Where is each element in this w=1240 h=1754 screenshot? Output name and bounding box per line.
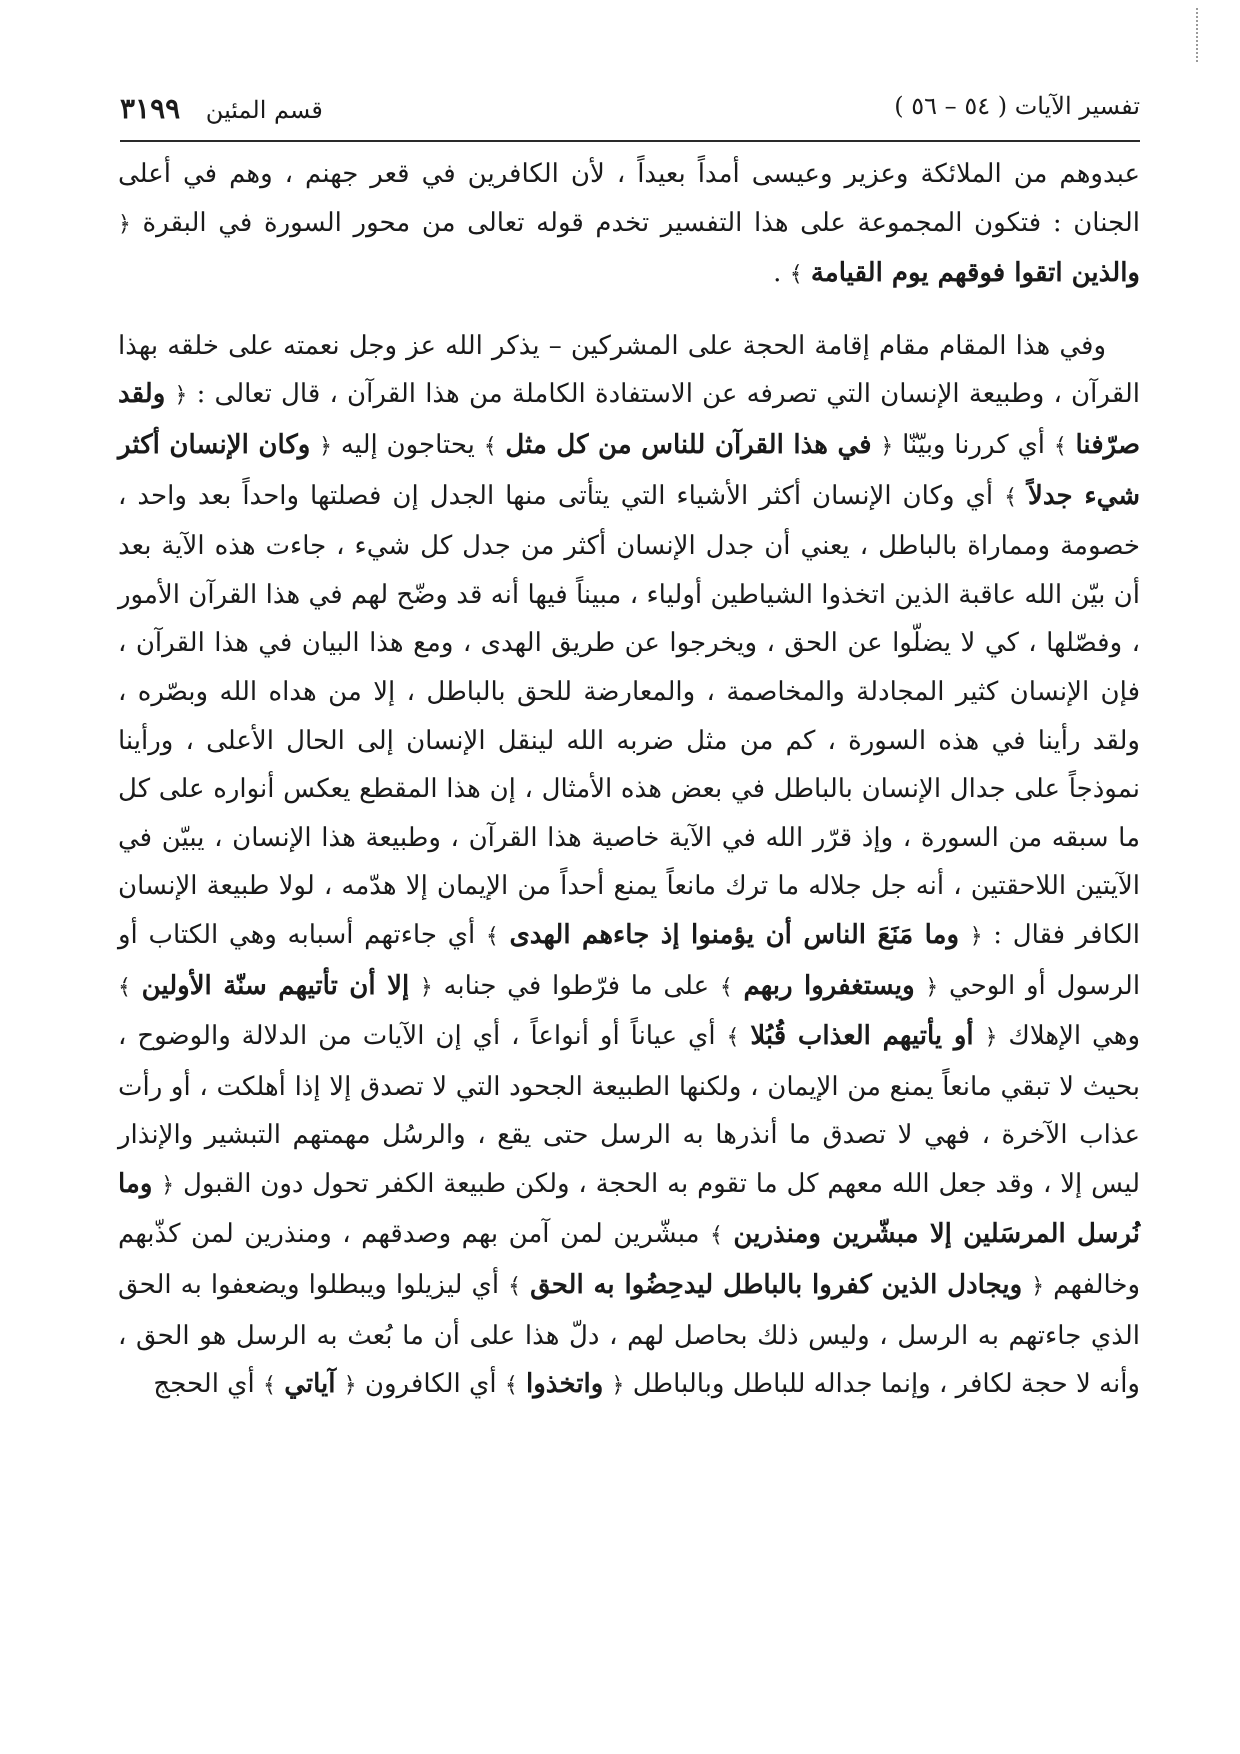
- quran-quote: ويستغفروا ربهم: [743, 970, 915, 1001]
- body-text: [118, 150, 1140, 1411]
- quran-open-bracket: ﴿: [319, 433, 333, 459]
- quran-open-bracket: ﴿: [984, 1025, 998, 1051]
- quran-close-bracket: ﴾: [263, 1373, 276, 1399]
- quran-open-bracket: ﴿: [174, 383, 188, 409]
- quran-close-bracket: ﴾: [485, 923, 499, 949]
- header-rule: [120, 140, 1140, 142]
- quran-close-bracket: ﴾: [1004, 484, 1017, 510]
- text-run: أي وكان الإنسان أكثر الأشياء التي يتأتى منها الجدل إن فصلتها واحداً بعد واحد ، خصومة ومماراة بالباطل ، يعني أن جدل الإنسان أكثر من جدل كل شيء ، جاءت هذه الآية بعد أن بيّن الله عاقبة الذين اتخذوا الشياطين أولياء ، مبيناً فيها أنه قد وضّح لهم في هذا القرآن الأمور ، وفصّلها ، كي لا يضلّوا عن الحق ، ويخرجوا عن طريق الهدى ، ومع هذا البيان في هذا القرآن ، فإن الإنسان كثير المجادلة والمخاصمة ، والمعارضة للحق بالباطل ، إلا من هداه الله وبصّره ، ولقد رأينا في هذه السورة ، كم من مثل ضربه الله لينقل الإنسان إلى الحال الأعلى ، ورأينا نموذجاً على جدال الإنسان بالباطل في بعض هذه الأمثال ، إن هذا المقطع يعكس أنواره على كل ما سبقه من السورة ، وإذ قرّر الله في الآية خاصية هذا القرآن ، وطبيعة هذا الإنسان ، يبيّن في الآيتين اللاحقتين ، أنه جل جلاله ما ترك مانعاً يمنع أحداً من الإيمان إلا هدّمه ، لولا طبيعة الإنسان الكافر فقال :: [118, 480, 1140, 950]
- quran-open-bracket: ﴿: [118, 211, 131, 237]
- quran-close-bracket: ﴾: [726, 1025, 740, 1051]
- quran-open-bracket: ﴿: [969, 923, 983, 949]
- paragraph-1: [118, 150, 1140, 300]
- quran-close-bracket: ﴾: [118, 974, 131, 1000]
- quran-close-bracket: ﴾: [508, 1274, 522, 1300]
- paragraph-2: [118, 322, 1140, 1411]
- quran-quote: ولقد صرّفنا: [118, 379, 1141, 460]
- quran-quote: وما نُرسل المرسَلين إلا مبشّرين ومنذرين: [118, 1168, 1141, 1250]
- text-run: أي الكافرون: [364, 1369, 497, 1400]
- quran-close-bracket: ﴾: [483, 433, 497, 459]
- text-run: أي كررنا وبيّنّا: [902, 429, 1046, 460]
- quran-close-bracket: ﴾: [710, 1223, 723, 1249]
- quran-close-bracket: ﴾: [789, 262, 803, 288]
- quran-quote: ويجادل الذين كفروا بالباطل ليدحِضُوا به الحق: [530, 1270, 1023, 1301]
- quran-open-bracket: ﴿: [161, 1172, 175, 1198]
- quran-quote: أو يأتيهم العذاب قُبُلا: [750, 1021, 974, 1052]
- quran-quote: إلا أن تأتيهم سنّة الأولين: [141, 970, 410, 1001]
- quran-open-bracket: ﴿: [880, 433, 894, 459]
- quran-quote: في هذا القرآن للناس من كل مثل: [505, 429, 872, 460]
- page-number: ٣١٩٩: [120, 92, 181, 125]
- quran-close-bracket: ﴾: [719, 974, 733, 1000]
- text-run: يحتاجون إليه: [340, 429, 475, 460]
- quran-quote: والذين اتقوا فوقهم يوم القيامة: [810, 258, 1140, 289]
- text-run: مبشّرين لمن آمن بهم وصدقهم ، ومنذرين لمن كذّبهم وخالفهم: [118, 1219, 1141, 1301]
- scan-edge-mark: [1196, 8, 1198, 62]
- header-section-and-page: [120, 92, 323, 125]
- quran-close-bracket: ﴾: [1053, 433, 1067, 459]
- text-run: .: [773, 258, 790, 289]
- header-section: قسم المئين: [205, 96, 323, 124]
- quran-quote: وكان الإنسان أكثر شيء جدلاً: [118, 429, 1141, 511]
- quran-open-bracket: ﴿: [925, 974, 939, 1000]
- text-run: وهي الإهلاك: [1008, 1021, 1140, 1052]
- quran-open-bracket: ﴿: [419, 974, 433, 1000]
- quran-close-bracket: ﴾: [504, 1373, 518, 1399]
- quran-open-bracket: ﴿: [611, 1373, 625, 1399]
- text-run: أي الحجج: [153, 1369, 255, 1400]
- quran-quote: وما مَنَعَ الناس أن يؤمنوا إذ جاءهم الهدى: [509, 919, 959, 950]
- text-run: أي ليزيلوا ويبطلوا ويضعفوا به الحق الذي جاءتهم به الرسل ، وليس ذلك بحاصل لهم ، دلّ هذا على أن ما بُعث به الرسل هو الحق ، وأنه لا حجة لكافر ، وإنما جداله للباطل وبالباطل: [118, 1270, 1140, 1400]
- quran-quote: واتخذوا: [526, 1369, 604, 1400]
- running-header: [120, 92, 1140, 132]
- text-run: عبدوهم من الملائكة وعزير وعيسى أمداً بعيداً ، لأن الكافرين في قعر جهنم ، وهم في أعلى الجنان : فتكون المجموعة على هذا التفسير تخدم قوله تعالى من محور السورة في البقرة: [118, 159, 1140, 238]
- quran-open-bracket: ﴿: [343, 1373, 357, 1399]
- header-surah-ayat: تفسير الآيات ( ٥٤ – ٥٦ ): [894, 92, 1140, 120]
- text-run: أي جاءتهم أسبابه وهي الكتاب أو الرسول أو الوحي: [118, 919, 1141, 1001]
- quran-open-bracket: ﴿: [1031, 1274, 1045, 1300]
- text-run: أي عياناً أو أنواعاً ، أي إن الآيات من الدلالة والوضوح ، بحيث لا تبقي مانعاً يمنع من الإيمان ، ولكنها الطبيعة الجحود التي لا تصدق إلا إذا أهلكت ، أو رأت عذاب الآخرة ، فهي لا تصدق ما أنذرها به الرسل حتى يقع ، والرسُل مهمتهم التبشير والإنذار ليس إلا ، وقد جعل الله معهم كل ما تقوم به الحجة ، ولكن طبيعة الكفر تحول دون القبول: [118, 1021, 1141, 1199]
- text-run: على ما فرّطوا في جنابه: [443, 970, 710, 1001]
- text-run: وفي هذا المقام مقام إقامة الحجة على المشركين – يذكر الله عز وجل نعمته على خلقه بهذا القرآن ، وطبيعة الإنسان التي تصرفه عن الاستفادة الكاملة من هذا القرآن ، قال تعالى :: [118, 330, 1141, 410]
- quran-quote: آياتي: [284, 1369, 336, 1400]
